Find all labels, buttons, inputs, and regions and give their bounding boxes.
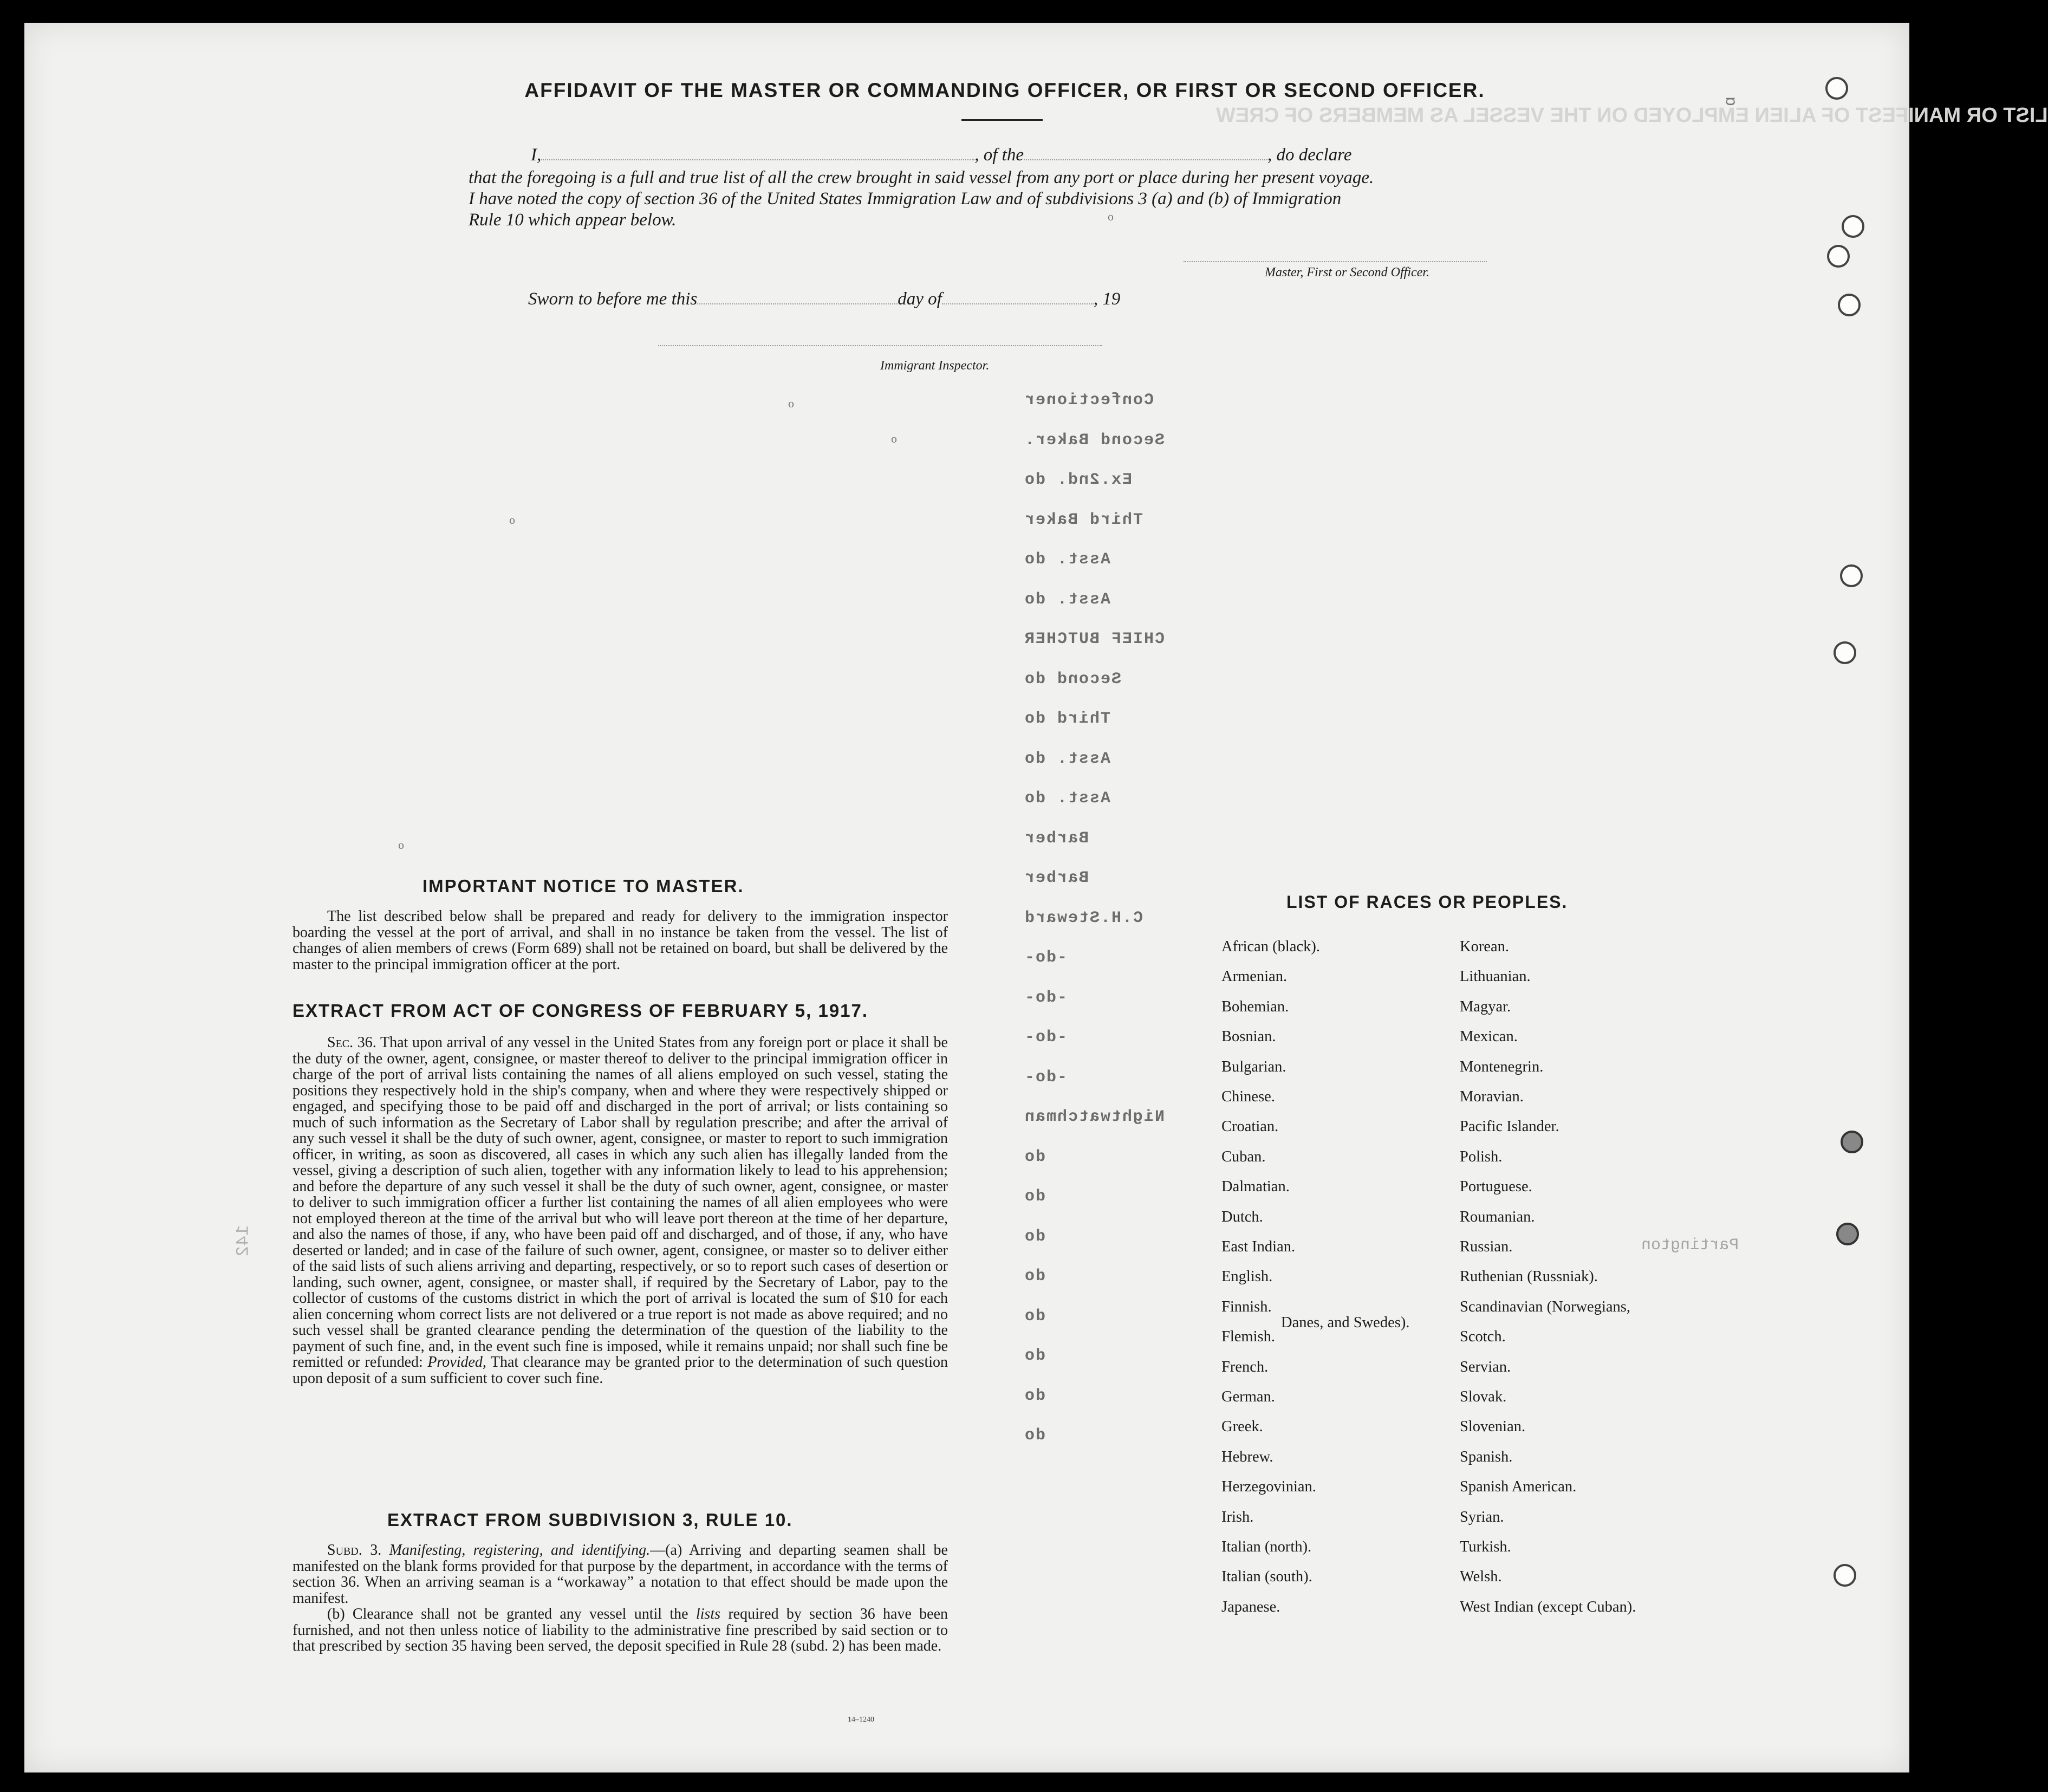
race-item: Herzegovinian. (1221, 1478, 1316, 1496)
race-item: Finnish. (1221, 1298, 1272, 1315)
race-item: African (black). (1221, 938, 1320, 955)
punch-hole (1842, 215, 1864, 238)
race-item: Italian (north). (1221, 1538, 1312, 1555)
bleed-position-entry: Barber (1024, 869, 1089, 887)
act-extract-heading: EXTRACT FROM ACT OF CONGRESS OF FEBRUARY 5, 1917. (292, 1001, 869, 1021)
bleed-position-entry: Ex.2nd. do (1024, 471, 1133, 489)
rule-extract-heading: EXTRACT FROM SUBDIVISION 3, RULE 10. (387, 1510, 793, 1530)
race-item: French. (1221, 1358, 1269, 1375)
races-heading: LIST OF RACES OR PEOPLES. (1286, 892, 1568, 912)
act-section-label: Sec. 36. (327, 1034, 376, 1051)
punch-hole (1840, 564, 1863, 587)
bleed-position-entry: Confectioner (1024, 391, 1154, 410)
bleed-position-entry: Asst. do (1024, 550, 1111, 569)
punch-hole (1825, 77, 1848, 100)
rule-subd-title: Manifesting, registering, and identifying. (389, 1542, 651, 1559)
race-item: Spanish. (1460, 1448, 1513, 1465)
race-item: English. (1221, 1268, 1273, 1285)
race-item: Montenegrin. (1460, 1058, 1544, 1075)
affidavit-do-declare: , do declare (1267, 145, 1352, 165)
rule-para-a: —(a) Arriving and departing seamen shall be manifested on the blank forms provided for that purpose by the department, in accordance with the terms of section 36. When an arriving seaman is a “workaway” a notation to that effect should be made upon the manifest. (292, 1542, 948, 1607)
race-item: Scotch. (1460, 1328, 1506, 1346)
race-item: Slovenian. (1460, 1418, 1526, 1436)
race-item: Dalmatian. (1221, 1178, 1290, 1196)
title-divider (961, 119, 1043, 121)
affidavit-line-2: that the foregoing is a full and true list of all the crew brought in said vessel from any port or place during her present voyage. (469, 168, 1374, 187)
form-number: 14–1240 (848, 1716, 874, 1724)
vessel-blank (1024, 159, 1267, 160)
master-signature-caption: Master, First or Second Officer. (1265, 265, 1429, 280)
race-item: Italian (south). (1221, 1568, 1312, 1586)
race-item: Armenian. (1221, 968, 1288, 985)
pencil-mark: ɑ (1720, 96, 1739, 106)
race-item: Irish. (1221, 1508, 1254, 1525)
act-text-before-proviso: That upon arrival of any vessel in the United States from any foreign port or place it shall be the duty of the owner, agent, consignee, or master thereof to deliver to the principal immigration officer in charge of the port of arrival lists containing the names of all aliens employed on such vessel, stating the positions they respectively hold in the ship's company, when and where they were respectively shipped or engaged, and specifying those to be paid off and discharged in the port of arrival; or lists containing so much of such information as the Secretary of Labor shall by regulation prescribe; and after the arrival of any such vessel it shall be the duty of such owner, agent, consignee, or master to report to such immigration officer, in writing, as soon as discovered, all cases in which any such alien has illegally landed from the vessel, giving a description of such alien, together with any information likely to lead to his apprehension; and before the departure of any such vessel it shall be the duty of such owner, agent, consignee, or master to deliver to such immigration officer a further list containing the names of all alien employees who were not employed thereon at the time of the arrival but who will leave port thereon at the time of her departure, and also the names of those, if any, who have been paid off and discharged, and of those, if any, who have deserted or landed; and in case of the failure of such owner, agent, consignee, or master so to deliver either of the said lists of such aliens arriving and departing, respectively, or so to report such cases of desertion or landing, such owner, agent, consignee, or master shall, if required by the Secretary of Labor, pay to the collector of customs of the customs district in which the port of arrival is located the sum of $10 for each alien concerning whom correct lists are not delivered or a true report is not made as above required; and no such vessel shall be granted clearance pending the determination of the question of the liability to the payment of such fine, and, in the event such fine is imposed, while it remains unpaid; nor shall such fine be remitted or refunded: (292, 1034, 948, 1371)
bleed-position-entry: Third do (1024, 710, 1111, 728)
punch-hole (1841, 1131, 1863, 1153)
punch-hole (1834, 641, 1856, 664)
affidavit-title: AFFIDAVIT OF THE MASTER OR COMMANDING OFFICER, OR FIRST OR SECOND OFFICER. (524, 79, 1485, 101)
bleed-position-entry: do (1024, 1426, 1046, 1445)
race-item: Japanese. (1221, 1598, 1280, 1615)
sworn-prefix: Sworn to before me this (528, 289, 698, 309)
race-item: Croatian. (1221, 1118, 1279, 1135)
bleed-position-entry: do (1024, 1307, 1046, 1326)
sworn-day-blank (697, 303, 898, 304)
race-item: Roumanian. (1460, 1208, 1535, 1225)
race-item: Bosnian. (1221, 1028, 1276, 1046)
master-signature-line (1184, 261, 1487, 262)
act-text-after-proviso: That clearance may be granted prior to the determination of such question upon deposit of a sum sufficient to cover such fine. (292, 1354, 948, 1387)
bleed-position-entry: do (1024, 1267, 1046, 1285)
race-item: Danes, and Swedes). (1281, 1314, 1410, 1331)
bleed-position-entry: -do- (1024, 1068, 1068, 1087)
name-blank (541, 159, 974, 160)
punch-hole (1836, 1223, 1859, 1245)
bleed-through-layer (24, 23, 2048, 1772)
race-item: Dutch. (1221, 1208, 1263, 1225)
race-item: Mexican. (1460, 1028, 1518, 1046)
race-item: Portuguese. (1460, 1178, 1532, 1196)
bleed-position-entry: -do- (1024, 1028, 1068, 1047)
bleed-position-entry: do (1024, 1386, 1046, 1405)
stray-dot: o (398, 838, 404, 852)
sworn-line (528, 289, 1120, 309)
rule-para-b-start: (b) Clearance shall not be granted any vessel until the (327, 1606, 688, 1622)
document-sheet (24, 23, 2048, 1772)
race-item: German. (1221, 1388, 1275, 1405)
punch-hole (1827, 245, 1850, 268)
bleed-position-entry: do (1024, 1227, 1046, 1246)
race-item: West Indian (except Cuban). (1460, 1598, 1636, 1615)
bleed-position-entry: Third Baker (1024, 510, 1143, 529)
affidavit-i: I, (531, 145, 542, 165)
bleed-header: LIST OR MANIFEST OF ALIEN EMPLOYED ON THE VESSEL AS MEMBERS OF CREW (1216, 104, 2048, 127)
important-notice-heading: IMPORTANT NOTICE TO MASTER. (422, 876, 744, 896)
race-item: Flemish. (1221, 1328, 1275, 1346)
important-notice-paragraph: The list described below shall be prepared and ready for delivery to the immigration inspector boarding the vessel at the port of arrival, and shall in no instance be taken from the vessel. The list of changes of alien members of crews (Form 689) shall not be retained on board, but shall be delivered by the master to the principal immigration officer at the port. (292, 908, 948, 973)
sworn-year: , 19 (1093, 289, 1121, 309)
race-item: Chinese. (1221, 1088, 1275, 1105)
race-item: Magyar. (1460, 998, 1511, 1015)
race-item: Syrian. (1460, 1508, 1504, 1525)
bleed-position-entry: do (1024, 1147, 1046, 1166)
race-item: Cuban. (1221, 1148, 1266, 1165)
race-item: Turkish. (1460, 1538, 1511, 1555)
race-item: Korean. (1460, 938, 1509, 955)
bleed-side-number: 142 (233, 1225, 253, 1257)
race-item: Welsh. (1460, 1568, 1502, 1586)
race-item: Spanish American. (1460, 1478, 1577, 1496)
race-item: Russian. (1460, 1238, 1513, 1255)
affidavit-line-1 (531, 145, 1351, 165)
bleed-right-name: Partington (1641, 1236, 1739, 1255)
bleed-position-entry: do (1024, 1347, 1046, 1365)
punch-hole (1838, 294, 1861, 316)
race-item: Scandinavian (Norwegians, (1460, 1298, 1630, 1315)
affidavit-line-3: I have noted the copy of section 36 of the United States Immigration Law and of subdivisions 3 (a) and (b) of Immigration (469, 189, 1342, 209)
race-item: Bohemian. (1221, 998, 1289, 1015)
rule-para-b-lists: lists (695, 1606, 721, 1622)
stray-dot: o (1108, 210, 1114, 223)
bleed-position-entry: do (1024, 1187, 1046, 1206)
bleed-position-entry: -do- (1024, 949, 1068, 967)
race-item: Ruthenian (Russniak). (1460, 1268, 1598, 1285)
race-item: Greek. (1221, 1418, 1263, 1436)
rule-subd-label: Subd. 3. (327, 1542, 382, 1559)
affidavit-of-the: , of the (974, 145, 1024, 165)
race-item: Polish. (1460, 1148, 1503, 1165)
race-item: Pacific Islander. (1460, 1118, 1559, 1135)
important-notice-text (292, 908, 948, 972)
bleed-position-entry: Second Baker. (1024, 431, 1165, 450)
race-item: Servian. (1460, 1358, 1511, 1375)
bleed-position-entry: Second do (1024, 670, 1122, 689)
bleed-position-entry: Asst. do (1024, 749, 1111, 768)
stray-dot: o (788, 397, 794, 410)
bleed-position-entry: Barber (1024, 829, 1089, 848)
race-item: Slovak. (1460, 1388, 1507, 1405)
bleed-position-entry: -do- (1024, 988, 1068, 1007)
stray-dot: o (509, 513, 515, 527)
race-item: Moravian. (1460, 1088, 1524, 1105)
bleed-position-entry: CHIEF BUTCHER (1024, 630, 1165, 648)
act-proviso-word: Provided, (427, 1354, 486, 1371)
bleed-position-entry: Asst. do (1024, 590, 1111, 609)
rule-para-b-end: required by section 36 have been furnished, and not then unless notice of liability to the administrative fine prescribed by said section or to that prescribed by section 35 having been served, the deposit specified in Rule 28 (subd. 2) has been made. (292, 1606, 948, 1654)
sworn-month-blank (942, 303, 1094, 304)
race-item: Hebrew. (1221, 1448, 1273, 1465)
race-item: Bulgarian. (1221, 1058, 1286, 1075)
inspector-caption: Immigrant Inspector. (880, 359, 990, 373)
act-extract-text (292, 1035, 948, 1386)
sworn-day-of: day of (898, 289, 942, 309)
punch-hole (1834, 1564, 1856, 1587)
race-item: Lithuanian. (1460, 968, 1531, 985)
race-item: East Indian. (1221, 1238, 1296, 1255)
bleed-position-entry: Asst. do (1024, 789, 1111, 808)
bleed-position-entry: C.H.Steward (1024, 908, 1143, 927)
rule-extract-text (292, 1542, 948, 1654)
bleed-position-entry: Nightwatchman (1024, 1108, 1165, 1126)
stray-dot: o (891, 432, 897, 445)
affidavit-line-4: Rule 10 which appear below. (469, 210, 677, 230)
inspector-signature-line (658, 345, 1102, 346)
